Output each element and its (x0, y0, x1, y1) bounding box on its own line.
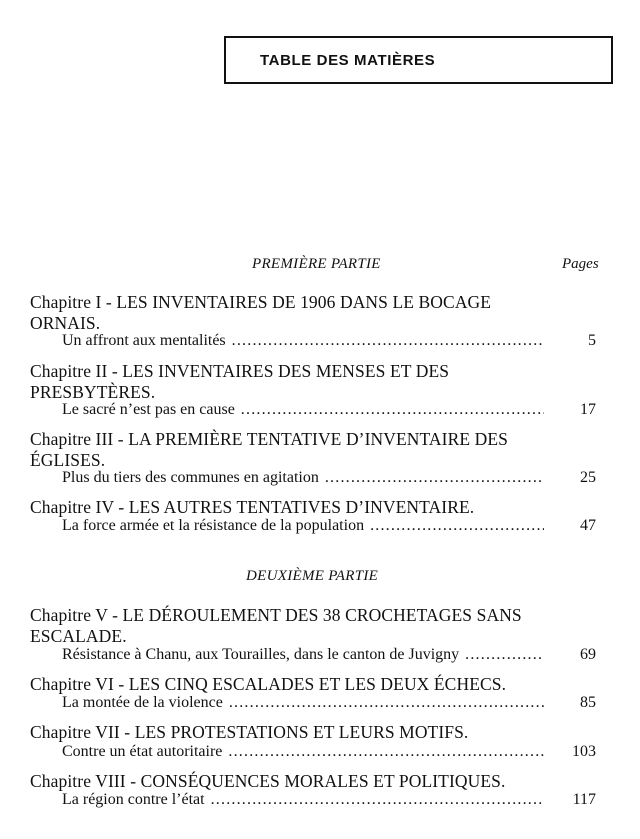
chapter-subtitle-7 (62, 742, 544, 762)
part-title-2: DEUXIÈME PARTIE (246, 568, 379, 584)
chapter-subtitle-3 (62, 468, 544, 488)
chapter-subtitle-text: La région contre l’état (62, 791, 205, 808)
part-title-1: PREMIÈRE PARTIE (252, 256, 381, 272)
chapter-subtitle-5 (62, 645, 544, 665)
dot-leader (228, 742, 544, 762)
dot-leader (325, 468, 544, 488)
chapter-subtitle-2 (62, 400, 544, 420)
chapter-heading-7: Chapitre VII - LES PROTESTATIONS ET LEURS MOTIFS. (30, 722, 469, 742)
chapter-page-1: 5 (588, 332, 596, 349)
chapter-page-5: 69 (580, 646, 596, 663)
toc-title-box (224, 36, 613, 84)
dot-leader (465, 645, 544, 665)
dot-leader (232, 331, 544, 351)
chapter-subtitle-text: La force armée et la résistance de la population (62, 517, 365, 534)
chapter-heading-4: Chapitre IV - LES AUTRES TENTATIVES D’INVENTAIRE. (30, 497, 475, 517)
chapter-subtitle-6 (62, 693, 544, 713)
dot-leader (211, 790, 544, 810)
chapter-page-4: 47 (580, 517, 596, 534)
chapter-page-8: 117 (572, 791, 596, 808)
chapter-heading-8: Chapitre VIII - CONSÉQUENCES MORALES ET POLITIQUES. (30, 771, 506, 791)
chapter-heading-6: Chapitre VI - LES CINQ ESCALADES ET LES DEUX ÉCHECS. (30, 674, 507, 694)
dot-leader (241, 400, 544, 420)
chapter-heading-2: Chapitre II - LES INVENTAIRES DES MENSES ET DES PRESBYTÈRES. (30, 361, 450, 402)
chapter-subtitle-text: Plus du tiers des communes en agitation (62, 469, 319, 486)
chapter-subtitle-text: Résistance à Chanu, aux Tourailles, dans le canton de Juvigny (62, 646, 460, 663)
chapter-page-7: 103 (572, 743, 596, 760)
chapter-subtitle-text: Un affront aux mentalités (62, 332, 226, 349)
dot-leader (229, 693, 544, 713)
pages-column-label: Pages (562, 256, 599, 272)
chapter-page-2: 17 (580, 401, 596, 418)
chapter-page-3: 25 (580, 469, 596, 486)
chapter-heading-5: Chapitre V - LE DÉROULEMENT DES 38 CROCHETAGES SANS ESCALADE. (30, 605, 522, 646)
chapter-subtitle-text: Le sacré n’est pas en cause (62, 401, 235, 418)
dot-leader (370, 516, 544, 536)
chapter-subtitle-4 (62, 516, 544, 536)
chapter-page-6: 85 (580, 694, 596, 711)
chapter-subtitle-1 (62, 331, 544, 351)
chapter-heading-1: Chapitre I - LES INVENTAIRES DE 1906 DANS LE BOCAGE ORNAIS. (30, 292, 492, 333)
chapter-subtitle-text: Contre un état autoritaire (62, 743, 223, 760)
chapter-subtitle-8 (62, 790, 544, 810)
page-title: TABLE DES MATIÈRES (260, 51, 436, 69)
chapter-heading-3: Chapitre III - LA PREMIÈRE TENTATIVE D’INVENTAIRE DES ÉGLISES. (30, 429, 508, 470)
chapter-subtitle-text: La montée de la violence (62, 694, 223, 711)
